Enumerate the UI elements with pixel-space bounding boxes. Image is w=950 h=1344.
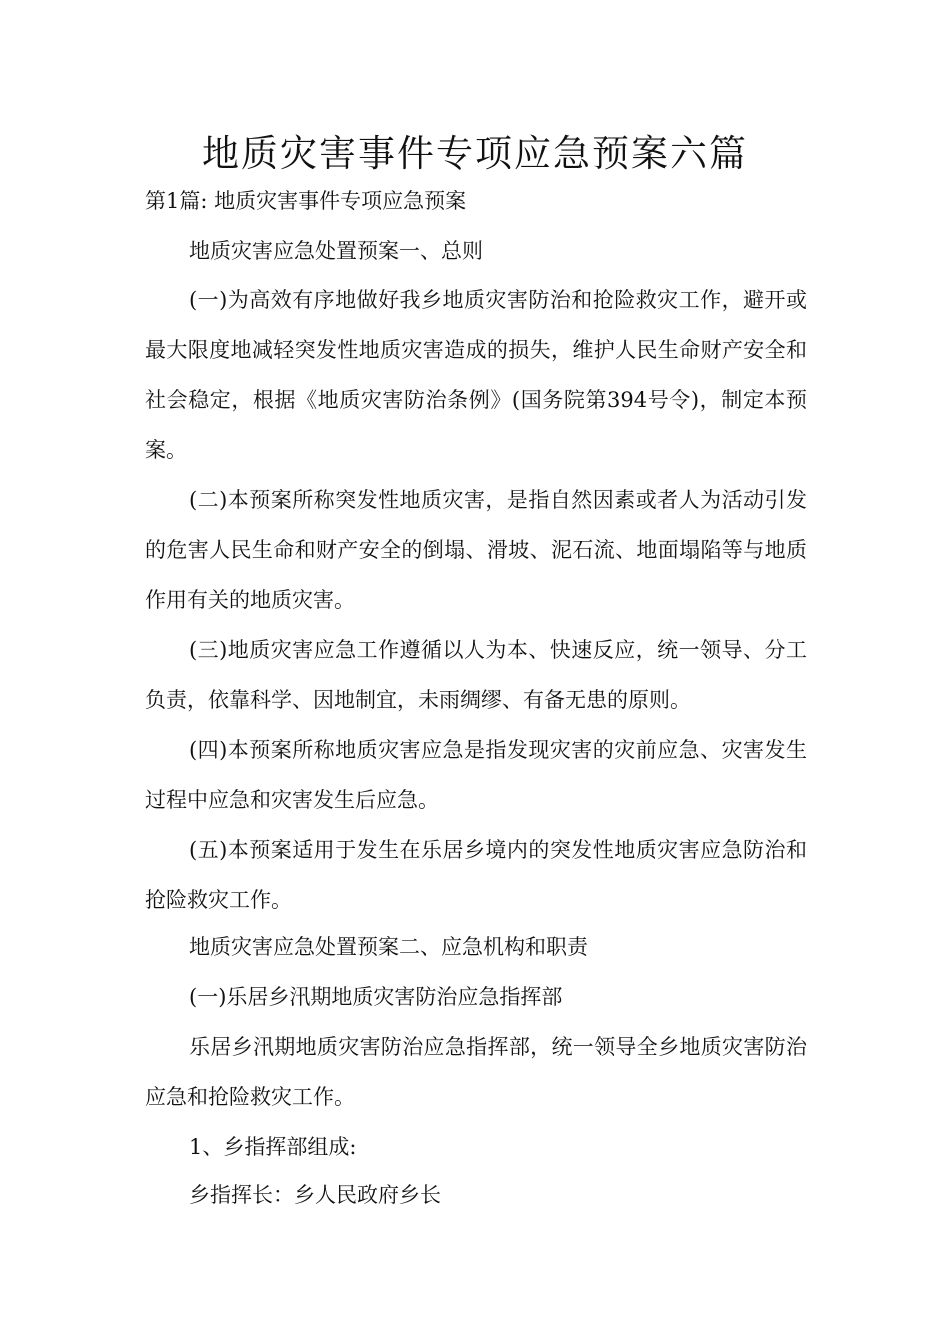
paragraph-9: 乐居乡汛期地质灾害防治应急指挥部，统一领导全乡地质灾害防治应急和抢险救灾工作。	[145, 1035, 807, 1109]
paragraph-11: 乡指挥长：乡人民政府乡长	[189, 1183, 441, 1207]
paragraph-6: (五)本预案适用于发生在乐居乡境内的突发性地质灾害应急防治和抢险救灾工作。	[145, 838, 807, 912]
paragraph-10: 1、乡指挥部组成:	[189, 1135, 357, 1159]
paragraph-5: (四)本预案所称地质灾害应急是指发现灾害的灾前应急、灾害发生过程中应急和灾害发生后应急。	[145, 738, 807, 812]
paragraph-1: 地质灾害应急处置预案一、总则	[189, 239, 483, 263]
paragraph-8: (一)乐居乡汛期地质灾害防治应急指挥部	[189, 985, 563, 1009]
paragraph-4: (三)地质灾害应急工作遵循以人为本、快速反应，统一领导、分工负责，依靠科学、因地制宜，未雨绸缪、有备无患的原则。	[145, 638, 807, 712]
document-title: 地质灾害事件专项应急预案六篇	[202, 132, 748, 175]
paragraph-3: (二)本预案所称突发性地质灾害，是指自然因素或者人为活动引发的危害人民生命和财产安全的倒塌、滑坡、泥石流、地面塌陷等与地质作用有关的地质灾害。	[145, 488, 807, 612]
section-heading: 第1篇: 地质灾害事件专项应急预案	[145, 189, 467, 213]
paragraph-2: (一)为高效有序地做好我乡地质灾害防治和抢险救灾工作，避开或最大限度地减轻突发性地质灾害造成的损失，维护人民生命财产安全和社会稳定，根据《地质灾害防治条例》(国务院第394号令)，制定本预案。	[145, 288, 807, 462]
paragraph-7: 地质灾害应急处置预案二、应急机构和职责	[189, 935, 588, 959]
